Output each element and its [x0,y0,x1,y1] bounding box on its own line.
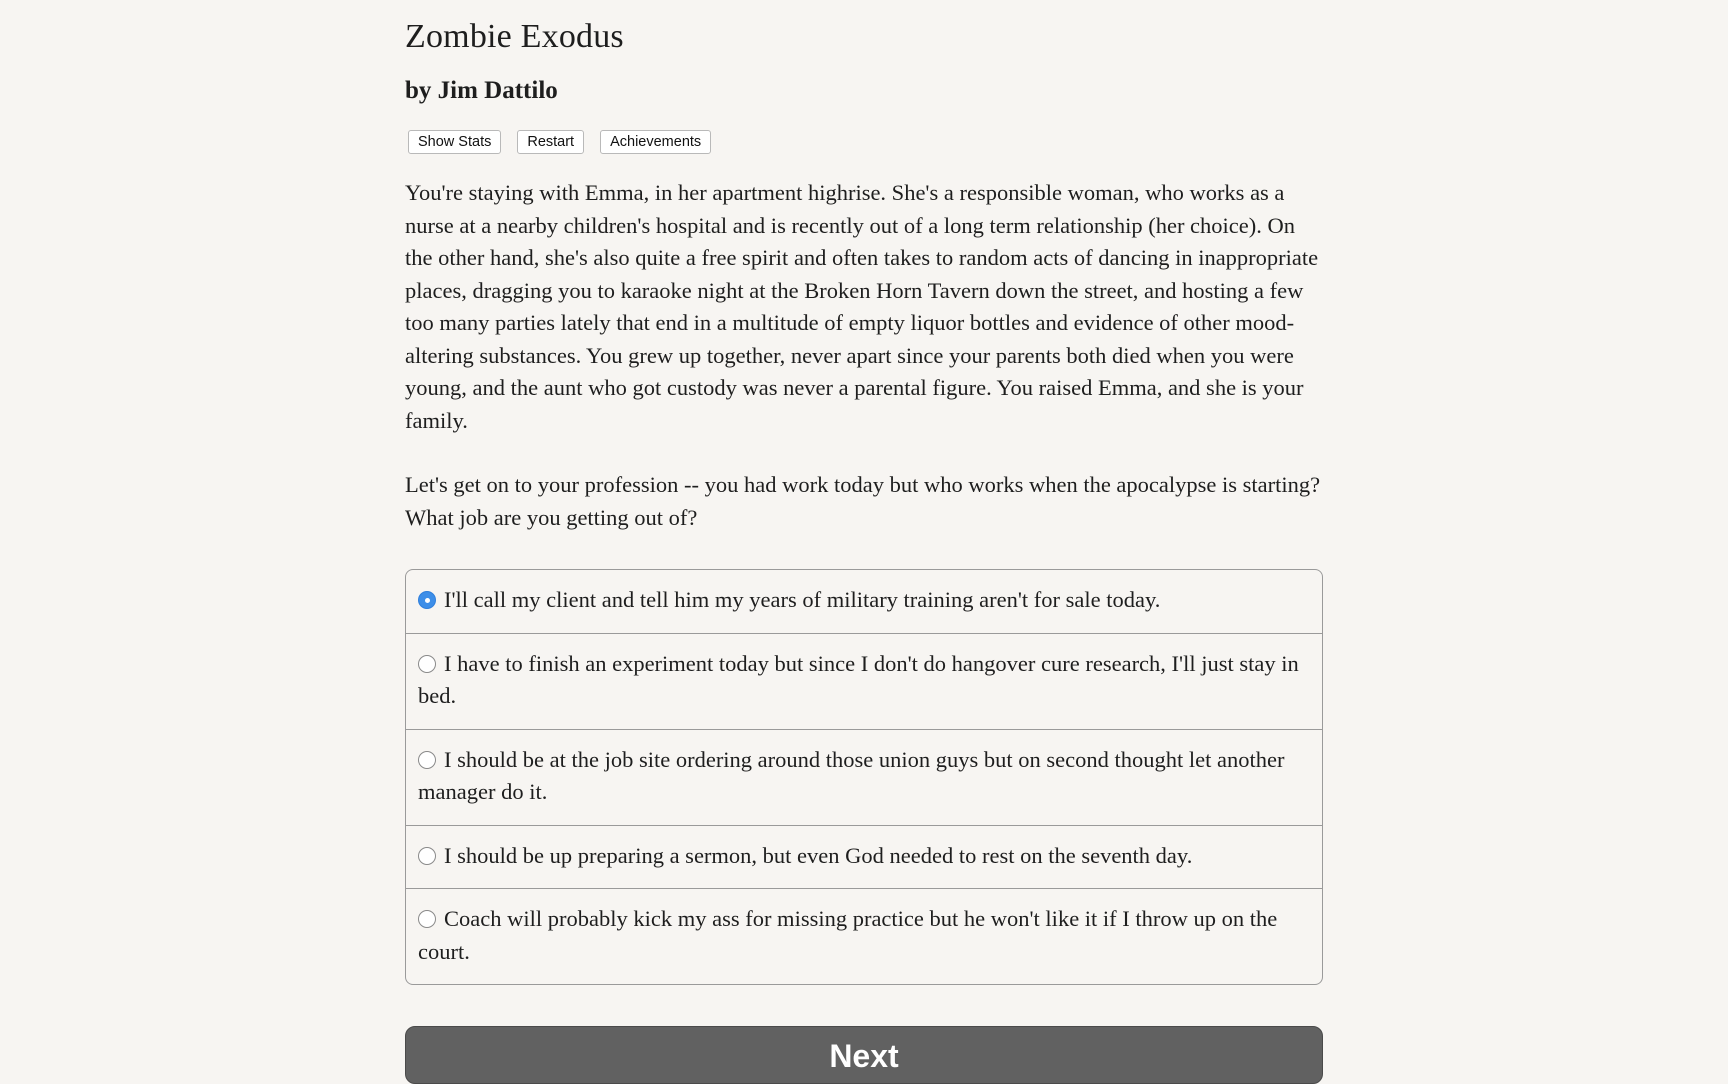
game-author: by Jim Dattilo [405,77,558,104]
radio-icon[interactable] [418,751,436,769]
radio-icon[interactable] [418,847,436,865]
radio-icon[interactable] [418,910,436,928]
radio-selected-icon[interactable] [418,591,436,609]
show-stats-button[interactable]: Show Stats [408,130,501,154]
choice-option-preacher[interactable] [406,825,1322,889]
restart-button[interactable]: Restart [517,130,584,154]
choice-label: I should be up preparing a sermon, but even God needed to rest on the seventh day. [444,842,1193,868]
game-title: Zombie Exodus [405,18,624,55]
choice-option-manager[interactable] [406,729,1322,825]
choice-list [405,569,1323,985]
story-question: Let's get on to your profession -- you had work today but who works when the apocalypse is starting? What job are you getting out of? [405,472,1321,530]
next-button[interactable]: Next [405,1026,1323,1084]
story-paragraph: You're staying with Emma, in her apartment highrise. She's a responsible woman, who works as a nurse at a nearby children's hospital and is recently out of a long term relationship (her choice). On the other hand, she's also quite a free spirit and often takes to random acts of dancing in inappropriate places, dragging you to karaoke night at the Broken Horn Tavern down the street, and hosting a few too many parties lately that end in a multitude of empty liquor bottles and evidence of other mood-altering substances. You grew up together, never apart since your parents both died when you were young, and the aunt who got custody was never a parental figure. You raised Emma, and she is your family. [405,180,1319,433]
choice-label: I have to finish an experiment today but since I don't do hangover cure research, I'll just stay in bed. [418,650,1299,708]
achievements-button[interactable]: Achievements [600,130,711,154]
radio-icon[interactable] [418,655,436,673]
choice-option-athlete[interactable] [406,888,1322,984]
toolbar [408,130,711,154]
choice-label: I should be at the job site ordering around those union guys but on second thought let another manager do it. [418,746,1285,804]
choice-option-scientist[interactable] [406,633,1322,729]
choice-option-military[interactable] [406,570,1322,633]
choice-label: I'll call my client and tell him my years of military training aren't for sale today. [444,587,1161,612]
choice-label: Coach will probably kick my ass for missing practice but he won't like it if I throw up on the court. [418,906,1278,964]
